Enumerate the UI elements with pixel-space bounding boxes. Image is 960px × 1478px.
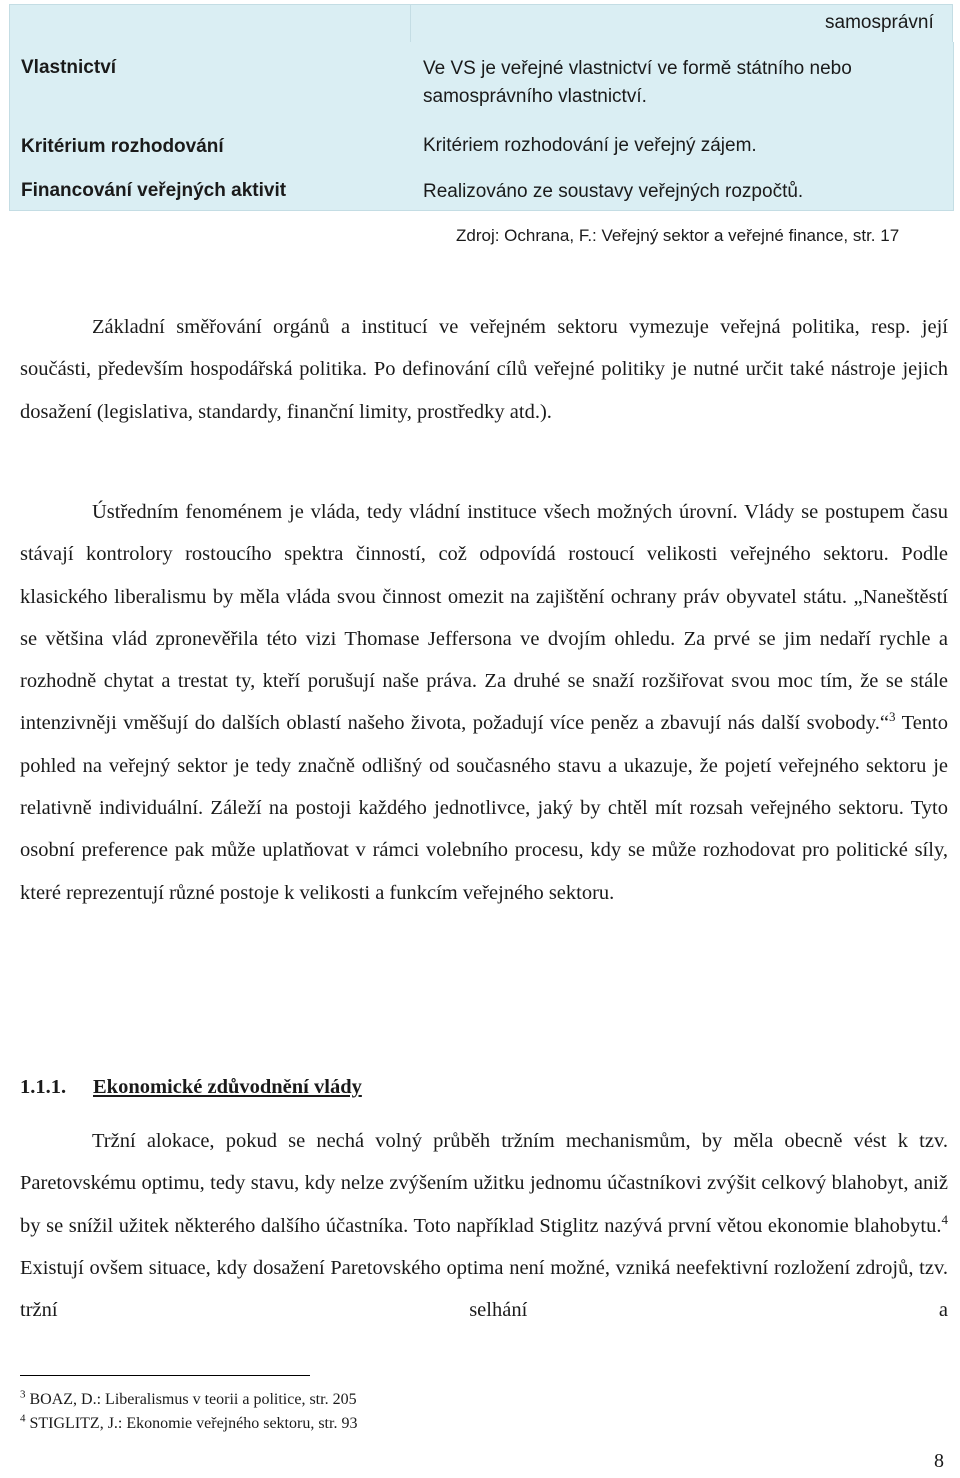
row-value-financovani: Realizováno ze soustavy veřejných rozpočtů.	[423, 181, 804, 202]
paragraph-1	[20, 306, 948, 433]
row-label-vlastnictvi: Vlastnictví	[21, 57, 117, 78]
footnote-number: 4	[20, 1412, 26, 1425]
row-label-kriterium: Kritérium rozhodování	[21, 136, 224, 157]
row-label-financovani: Financování veřejných aktivit	[21, 180, 287, 201]
section-title: Ekonomické zdůvodnění vlády	[93, 1076, 362, 1098]
footnote-4	[20, 1414, 357, 1434]
footnote-text: STIGLITZ, J.: Ekonomie veřejného sektoru, str. 93	[25, 1415, 358, 1432]
footnote-ref-4: 4	[941, 1211, 948, 1227]
paragraph-3-text	[20, 1120, 948, 1331]
footnote-separator	[20, 1375, 310, 1376]
row-value-kriterium: Kritériem rozhodování je veřejný zájem.	[423, 135, 757, 156]
paragraph-3-part-2: Existují ovšem situace, kdy dosažení Paretovského optima není možné, vzniká neefektivní rozložení zdrojů, tzv. tržní selhání a	[20, 1256, 948, 1322]
row-value-vlastnictvi: Ve VS je veřejné vlastnictví ve formě státního nebo samosprávního vlastnictví.	[423, 58, 852, 107]
table-row	[10, 5, 953, 44]
paragraph-3-part-1: Tržní alokace, pokud se nechá volný průběh tržním mechanismům, by měla obecně vést k tzv. Paretovskému optimu, tedy stavu, kdy nelze zvýšením užitku jednomu účastníkovi zvýšit celkový blahobyt, aniž by se snížil užitek některého dalšího účastníka. Toto například Stiglitz nazývá první větou ekonomie blahobytu.	[20, 1130, 948, 1237]
paragraph-2-part-2: Tento pohled na veřejný sektor je tedy značně odlišný od současného stavu a ukazuje, že pojetí veřejného sektoru je relativně individuální. Záleží na postoji každého jednotlivce, jaký by chtěl mít rozsah veřejného sektoru. Tyto osobní preference pak může uplatňovat v rámci volebního procesu, kdy se může rozhodovat pro politické síly, které reprezentují různé postoje k velikosti a funkcím veřejného sektoru.	[20, 712, 948, 904]
paragraph-2-part-1: Ústředním fenoménem je vláda, tedy vládní instituce všech možných úrovní. Vlády se postupem času stávají kontrolory rostoucího spektra činností, což odpovídá rostoucí velikosti veřejného sektoru. Podle klasického liberalismu by měla vláda svou činnost omezit na zajištění ochrany práv obyvatel státu. „Naneštěstí se většina vlád zpronevěřila této vizi Thomase Jeffersona ve dvojím ohledu. Za prvé se jim nedaří rychle a rozhodně chytat a trestat ty, kteří porušují naše práva. Za druhé se snaží rozšiřovat svou moc tím, že se stále intenzivněji vměšují do dalších oblastí našeho života, požadují více peněz a zbavují nás další svobody.“	[20, 501, 948, 735]
section-number: 1.1.1.	[20, 1076, 67, 1098]
section-heading	[20, 1076, 362, 1099]
page-number: 8	[934, 1450, 944, 1472]
table-top-border	[9, 4, 952, 5]
paragraph-1-text: Základní směřování orgánů a institucí ve veřejném sektoru vymezuje veřejná politika, resp. její součásti, především hospodářská politika. Po definování cílů veřejné politiky je nutné určit také nástroje jejich dosažení (legislativa, standardy, finanční limity, prostředky atd.).	[20, 316, 948, 423]
comparison-table	[9, 4, 953, 44]
footnote-text: BOAZ, D.: Liberalismus v teorii a politice, str. 205	[25, 1391, 357, 1408]
table-source: Zdroj: Ochrana, F.: Veřejný sektor a veřejné finance, str. 17	[456, 226, 900, 245]
footnote-3	[20, 1390, 357, 1410]
footnote-number: 3	[20, 1388, 26, 1401]
footnote-ref-3: 3	[888, 709, 896, 725]
table-top-value: samosprávní	[411, 5, 953, 44]
paragraph-3	[20, 1120, 948, 1331]
paragraph-2-text	[20, 491, 948, 914]
paragraph-2	[20, 491, 948, 914]
